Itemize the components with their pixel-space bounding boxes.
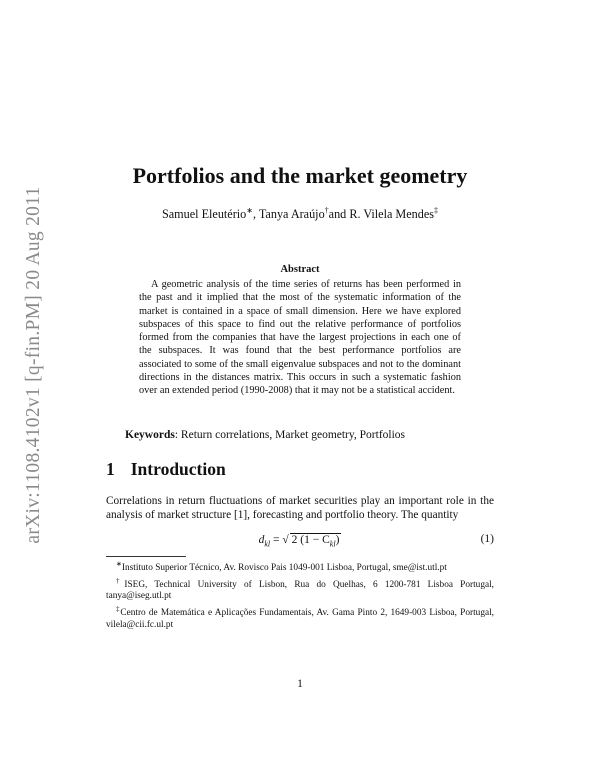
footnotes — [106, 559, 494, 632]
equation-1 — [106, 533, 494, 551]
author-name: Tanya Araújo — [258, 207, 325, 222]
footnote-text: Instituto Superior Técnico, Av. Rovisco Pais 1049-001 Lisboa, Portugal, sme@ist.utl.pt — [121, 563, 447, 574]
equation-equals: = — [270, 534, 283, 546]
equation-number: (1) — [480, 533, 494, 545]
section-title: Introduction — [130, 459, 226, 479]
footnote-mark: † — [116, 576, 125, 585]
author-separator: and — [328, 207, 350, 222]
abstract-text: A geometric analysis of the time series of returns has been performed in the past and it implied that the most of the systematic information of the market is contained in a space of small dimension. Here we have explored subspaces of this space to find out the relative performance of portfolios formed from the companies that have the largest projections in each one of the subspaces. It was found that the best performance portfolios are associated to some of the small eigenvalue subspaces and not to the dominant directions in the distances matrix. This occurs in such a systematic fashion over an extended period (1990-2008) that it may not be a statistical accident. — [139, 279, 461, 397]
footnote-item — [106, 576, 494, 603]
abstract-body — [139, 278, 461, 398]
radicand-subscript: kl — [329, 539, 336, 549]
author-footnote-mark[interactable]: ‡ — [434, 206, 439, 215]
footnote-item — [106, 559, 494, 575]
introduction-body — [106, 494, 494, 523]
arxiv-sidebar-stamp — [16, 175, 52, 555]
radicand-close: ) — [335, 534, 340, 546]
keywords-list: Return correlations, Market geometry, Portfolios — [180, 429, 406, 441]
author-footnote-mark[interactable]: ∗ — [246, 206, 253, 215]
footnote-item — [106, 604, 494, 631]
footnote-text: Centro de Matemática e Aplicações Fundamentais, Av. Gama Pinto 2, 1649-003 Lisboa, Portugal, vilela@cii.fc.ul.pt — [106, 608, 494, 630]
author-name: Samuel Eleutério — [161, 207, 247, 222]
abstract-heading: Abstract — [280, 264, 320, 275]
equation-lhs: d — [258, 534, 265, 546]
section-number: 1 — [106, 459, 115, 479]
author-footnote-mark[interactable]: † — [324, 206, 329, 215]
equation-radicand — [290, 533, 342, 548]
keywords-label: Keywords — [125, 429, 175, 441]
footnote-divider — [106, 556, 186, 557]
equation-expression — [106, 533, 494, 548]
sqrt-radical-icon: √ — [282, 534, 289, 546]
page-number: 1 — [297, 678, 303, 690]
author-name: R. Vilela Mendes — [349, 207, 435, 222]
footnote-mark: ‡ — [116, 604, 121, 613]
footnote-mark: ∗ — [116, 560, 122, 568]
keywords-line: Keywords: Return correlations, Market geometry, Portfolios — [125, 429, 406, 441]
equation-lhs-subscript: kl — [264, 539, 271, 549]
author-list — [0, 206, 600, 222]
paper-title: Portfolios and the market geometry — [132, 163, 468, 188]
arxiv-identifier: arXiv:1108.4102v1 [q-fin.PM] 20 Aug 2011 — [23, 186, 44, 544]
footnote-text: ISEG, Technical University of Lisbon, Rua do Quelhas, 6 1200-781 Lisboa Portugal, tanya@iseg.utl.pt — [106, 579, 494, 602]
section-heading — [106, 459, 226, 480]
intro-paragraph: Correlations in return fluctuations of market securities play an important role in the analysis of market structure [1], forecasting and portfolio theory. The quantity — [106, 495, 494, 522]
author-separator: , — [252, 207, 259, 222]
radicand-text: 2 (1 − C — [291, 534, 330, 546]
